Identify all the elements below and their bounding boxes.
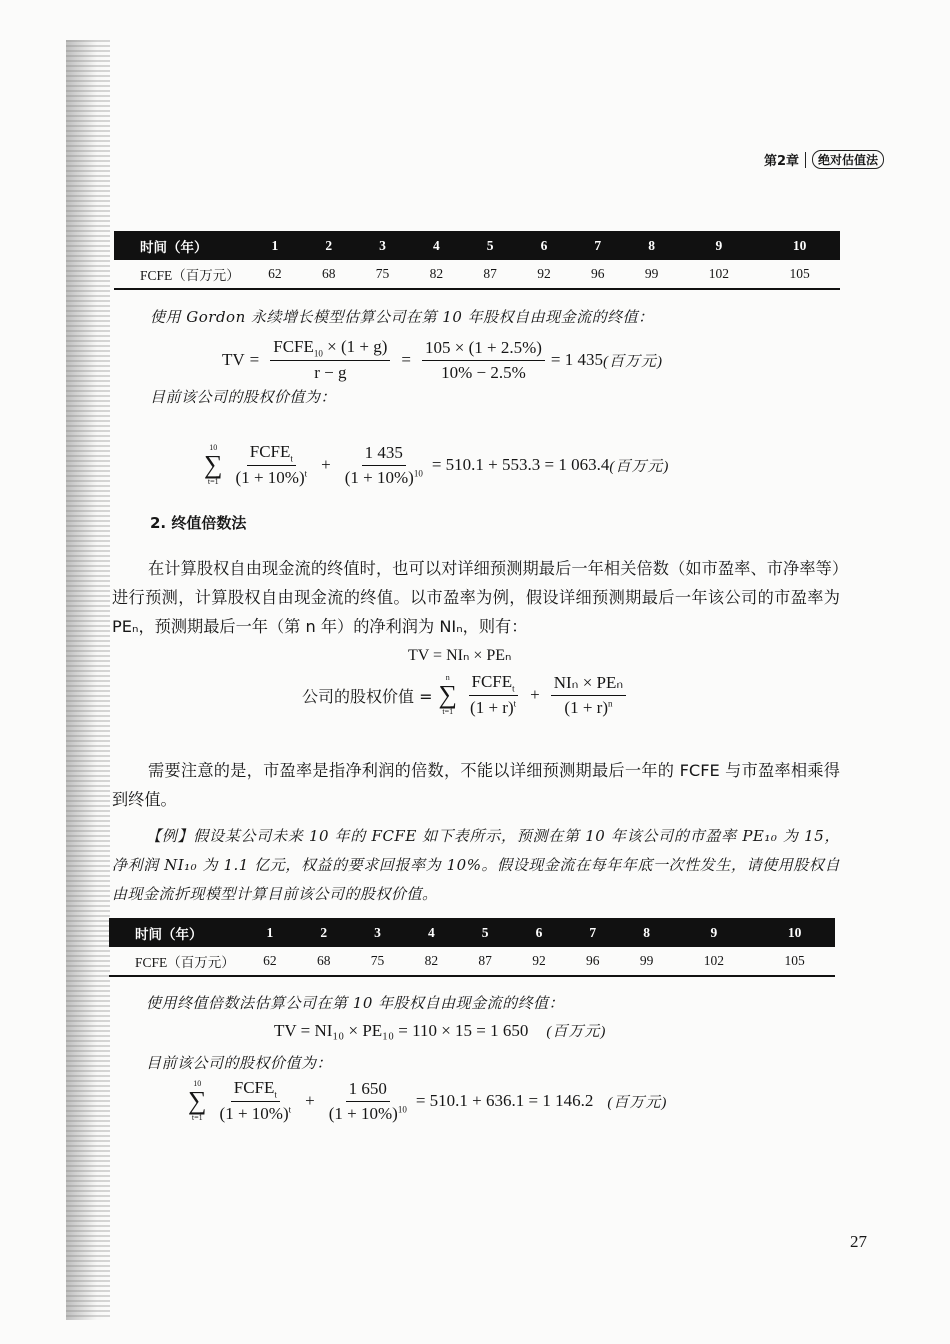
exponent: n — [607, 698, 613, 709]
plus-sign: + — [305, 1091, 315, 1111]
fcfe-value-cell: 102 — [679, 260, 760, 289]
fcfe-symbol: FCFE — [249, 442, 291, 461]
summation-sign — [204, 444, 223, 486]
table-row — [109, 947, 835, 976]
header-label: 时间（年） — [109, 918, 243, 947]
fcfe-value-cell: 96 — [571, 260, 625, 289]
sigma-glyph: ∑ — [204, 450, 223, 480]
year-header: 4 — [404, 918, 458, 947]
row-label: FCFE（百万元） — [109, 947, 243, 976]
year-header: 6 — [512, 918, 566, 947]
formula-equity-value-2 — [188, 1078, 667, 1124]
fcfe-symbol: FCFE — [273, 337, 314, 356]
paragraph-terminal-multiple: 在计算股权自由现金流的终值时，也可以对详细预测期最后一年相关倍数（如市盈率、市净率等）进行预测，计算股权自由现金流的终值。以市盈率为例，假设详细预测期最后一年该公司的市盈率为 PEₙ，预测期最后一年（第 n 年）的净利润为 NIₙ，则有： — [112, 559, 840, 636]
scan-binding-edge — [66, 40, 110, 1320]
result: = 510.1 + 553.3 = 1 063.4 — [431, 455, 610, 475]
denominator — [217, 1102, 295, 1124]
table-header-row — [114, 231, 840, 260]
numerator — [469, 672, 518, 696]
running-header — [764, 150, 884, 169]
section-number: 2. — [150, 514, 167, 532]
numerator — [270, 337, 390, 361]
year-header: 10 — [759, 231, 840, 260]
fraction-discounted-fcfe — [233, 442, 311, 488]
year-header: 2 — [297, 918, 351, 947]
discount-base: (1 + 10%) — [344, 467, 414, 487]
subscript: t — [274, 1089, 277, 1100]
section-label: 绝对估值法 — [812, 150, 884, 169]
exponent: 10 — [413, 468, 423, 479]
sum-lower-limit: t=1 — [207, 477, 219, 487]
formula-gordon-tv — [222, 337, 663, 383]
summation-sign — [439, 674, 458, 716]
fcfe-value-cell: 92 — [512, 947, 566, 976]
paragraph-note: 需要注意的是，市盈率是指净利润的倍数，不能以详细预测期最后一年的 FCFE 与市盈率相乘得到终值。 — [112, 761, 840, 809]
fraction-terminal-value — [551, 673, 626, 718]
gordon-text: 使用 Gordon 永续增长模型估算公司在第 10 年股权自由现金流的终值： — [150, 308, 654, 326]
row-label: FCFE（百万元） — [114, 260, 248, 289]
section-heading — [150, 512, 246, 533]
numerator: NIₙ × PEₙ — [551, 673, 626, 696]
discount-base: (1 + 10%) — [328, 1103, 398, 1123]
unit-label: (百万元) — [546, 1024, 607, 1040]
tv-symbol: TV — [222, 350, 245, 370]
formula-equity-general — [302, 672, 632, 718]
table-header-row — [109, 918, 835, 947]
subscript: t — [512, 683, 515, 694]
fcfe-value-cell: 99 — [625, 260, 679, 289]
denominator-numeric: 10% − 2.5% — [441, 362, 526, 382]
year-header: 1 — [243, 918, 297, 947]
unit-label: (百万元) — [603, 353, 664, 370]
year-header: 2 — [302, 231, 356, 260]
fcfe-value-cell: 102 — [674, 947, 755, 976]
fcfe-value-cell: 68 — [302, 260, 356, 289]
fcfe-value-cell: 92 — [517, 260, 571, 289]
tv-equation: TV = NI₁₀ × PE₁₀ = 110 × 15 = 1 650 — [274, 1020, 529, 1040]
sum-lower-limit: t=1 — [442, 707, 454, 717]
year-header: 10 — [754, 918, 835, 947]
denominator — [326, 1102, 410, 1124]
denominator: r − g — [314, 363, 347, 383]
numerator-numeric: 105 × (1 + 2.5%) — [422, 338, 545, 361]
sum-upper-limit: n — [445, 673, 450, 683]
fraction-numeric — [422, 338, 545, 383]
fraction-discounted-fcfe — [217, 1078, 295, 1124]
fcfe-value-cell: 82 — [404, 947, 458, 976]
discount-base: (1 + 10%) — [235, 468, 305, 488]
fcfe-value-cell: 62 — [243, 947, 297, 976]
multiple-method-text: 使用终值倍数法估算公司在第 10 年股权自由现金流的终值： — [146, 994, 565, 1012]
fraction-terminal-value — [342, 443, 426, 488]
year-header: 6 — [517, 231, 571, 260]
year-header: 7 — [566, 918, 620, 947]
result: = 1 435 — [550, 350, 604, 370]
denominator — [342, 466, 426, 488]
year-header: 7 — [571, 231, 625, 260]
denominator — [233, 466, 311, 488]
denominator — [561, 696, 615, 718]
numerator: 1 435 — [362, 443, 406, 466]
fcfe-table-2 — [109, 918, 835, 977]
plus-sign: + — [321, 455, 331, 475]
fraction-symbolic — [270, 337, 390, 383]
fcfe-value-cell: 87 — [458, 947, 512, 976]
result: = 510.1 + 636.1 = 1 146.2 — [415, 1091, 594, 1111]
formula-tv-multiple: TV = NIₙ × PEₙ — [408, 647, 512, 664]
sigma-glyph: ∑ — [438, 680, 458, 710]
sigma-glyph: ∑ — [188, 1086, 207, 1116]
fcfe-value-cell: 105 — [759, 260, 840, 289]
table-row — [114, 260, 840, 289]
subscript: t — [290, 453, 293, 464]
exponent: t — [513, 698, 517, 709]
numerator — [231, 1078, 280, 1102]
plus-sign: + — [530, 685, 540, 705]
unit-label: (百万元) — [609, 458, 670, 475]
unit-label: (百万元) — [607, 1094, 668, 1111]
year-header: 9 — [674, 918, 755, 947]
equity-value-text-2: 目前该公司的股权价值为： — [146, 1054, 333, 1072]
discount-base: (1 + 10%) — [219, 1104, 289, 1124]
page-number: 27 — [850, 1232, 867, 1251]
year-header: 4 — [409, 231, 463, 260]
fcfe-symbol: FCFE — [233, 1078, 275, 1097]
fraction-discounted-fcfe — [467, 672, 519, 718]
fcfe-value-cell: 87 — [463, 260, 517, 289]
equity-value-text-1: 目前该公司的股权价值为： — [150, 388, 337, 406]
sum-upper-limit: 10 — [209, 443, 218, 453]
fcfe-symbol: FCFE — [471, 672, 513, 691]
numerator: 1 650 — [346, 1079, 390, 1102]
section-title: 终值倍数法 — [171, 514, 247, 532]
numerator — [247, 442, 296, 466]
sum-lower-limit: t=1 — [191, 1113, 203, 1123]
summation-sign — [188, 1080, 207, 1122]
fcfe-value-cell: 62 — [248, 260, 302, 289]
fcfe-value-cell: 96 — [566, 947, 620, 976]
year-header: 5 — [463, 231, 517, 260]
exponent: t — [304, 468, 308, 479]
discount-base: (1 + r) — [564, 697, 608, 717]
year-header: 8 — [625, 231, 679, 260]
fcfe-value-cell: 82 — [409, 260, 463, 289]
example-paragraph: 【例】假设某公司未来 10 年的 FCFE 如下表所示，预测在第 10 年该公司的市盈率 PE₁₀ 为 15，净利润 NI₁₀ 为 1.1 亿元，权益的要求回报率为 10%。假设现金流在每年年底一次性发生，请使用股权自由现金流折现模型计算目前该公司的股权价值。 — [112, 827, 840, 903]
sum-upper-limit: 10 — [193, 1079, 202, 1089]
fcfe-value-cell: 68 — [297, 947, 351, 976]
header-separator — [805, 152, 806, 168]
year-header: 3 — [356, 231, 410, 260]
growth-term: × (1 + g) — [322, 337, 388, 356]
fcfe-table-1 — [114, 231, 840, 290]
year-header: 5 — [458, 918, 512, 947]
year-header: 3 — [351, 918, 405, 947]
denominator — [467, 696, 519, 718]
discount-base: (1 + r) — [470, 698, 514, 718]
fcfe-value-cell: 99 — [620, 947, 674, 976]
header-label: 时间（年） — [114, 231, 248, 260]
year-header: 9 — [679, 231, 760, 260]
fcfe-value-cell: 105 — [754, 947, 835, 976]
exponent: t — [288, 1104, 292, 1115]
formula-tv-numeric — [274, 1020, 606, 1041]
exponent: 10 — [397, 1104, 407, 1115]
fcfe-value-cell: 75 — [356, 260, 410, 289]
fcfe-value-cell: 75 — [351, 947, 405, 976]
chapter-label: 第2章 — [763, 154, 799, 169]
equity-value-label: 公司的股权价值 = — [302, 686, 433, 706]
year-header: 1 — [248, 231, 302, 260]
fraction-terminal-value — [326, 1079, 410, 1124]
equals-sign: = — [249, 350, 260, 370]
year-header: 8 — [620, 918, 674, 947]
subscript: 10 — [313, 348, 323, 359]
equals-sign-2: = — [401, 350, 411, 370]
formula-equity-value-1 — [204, 442, 669, 488]
